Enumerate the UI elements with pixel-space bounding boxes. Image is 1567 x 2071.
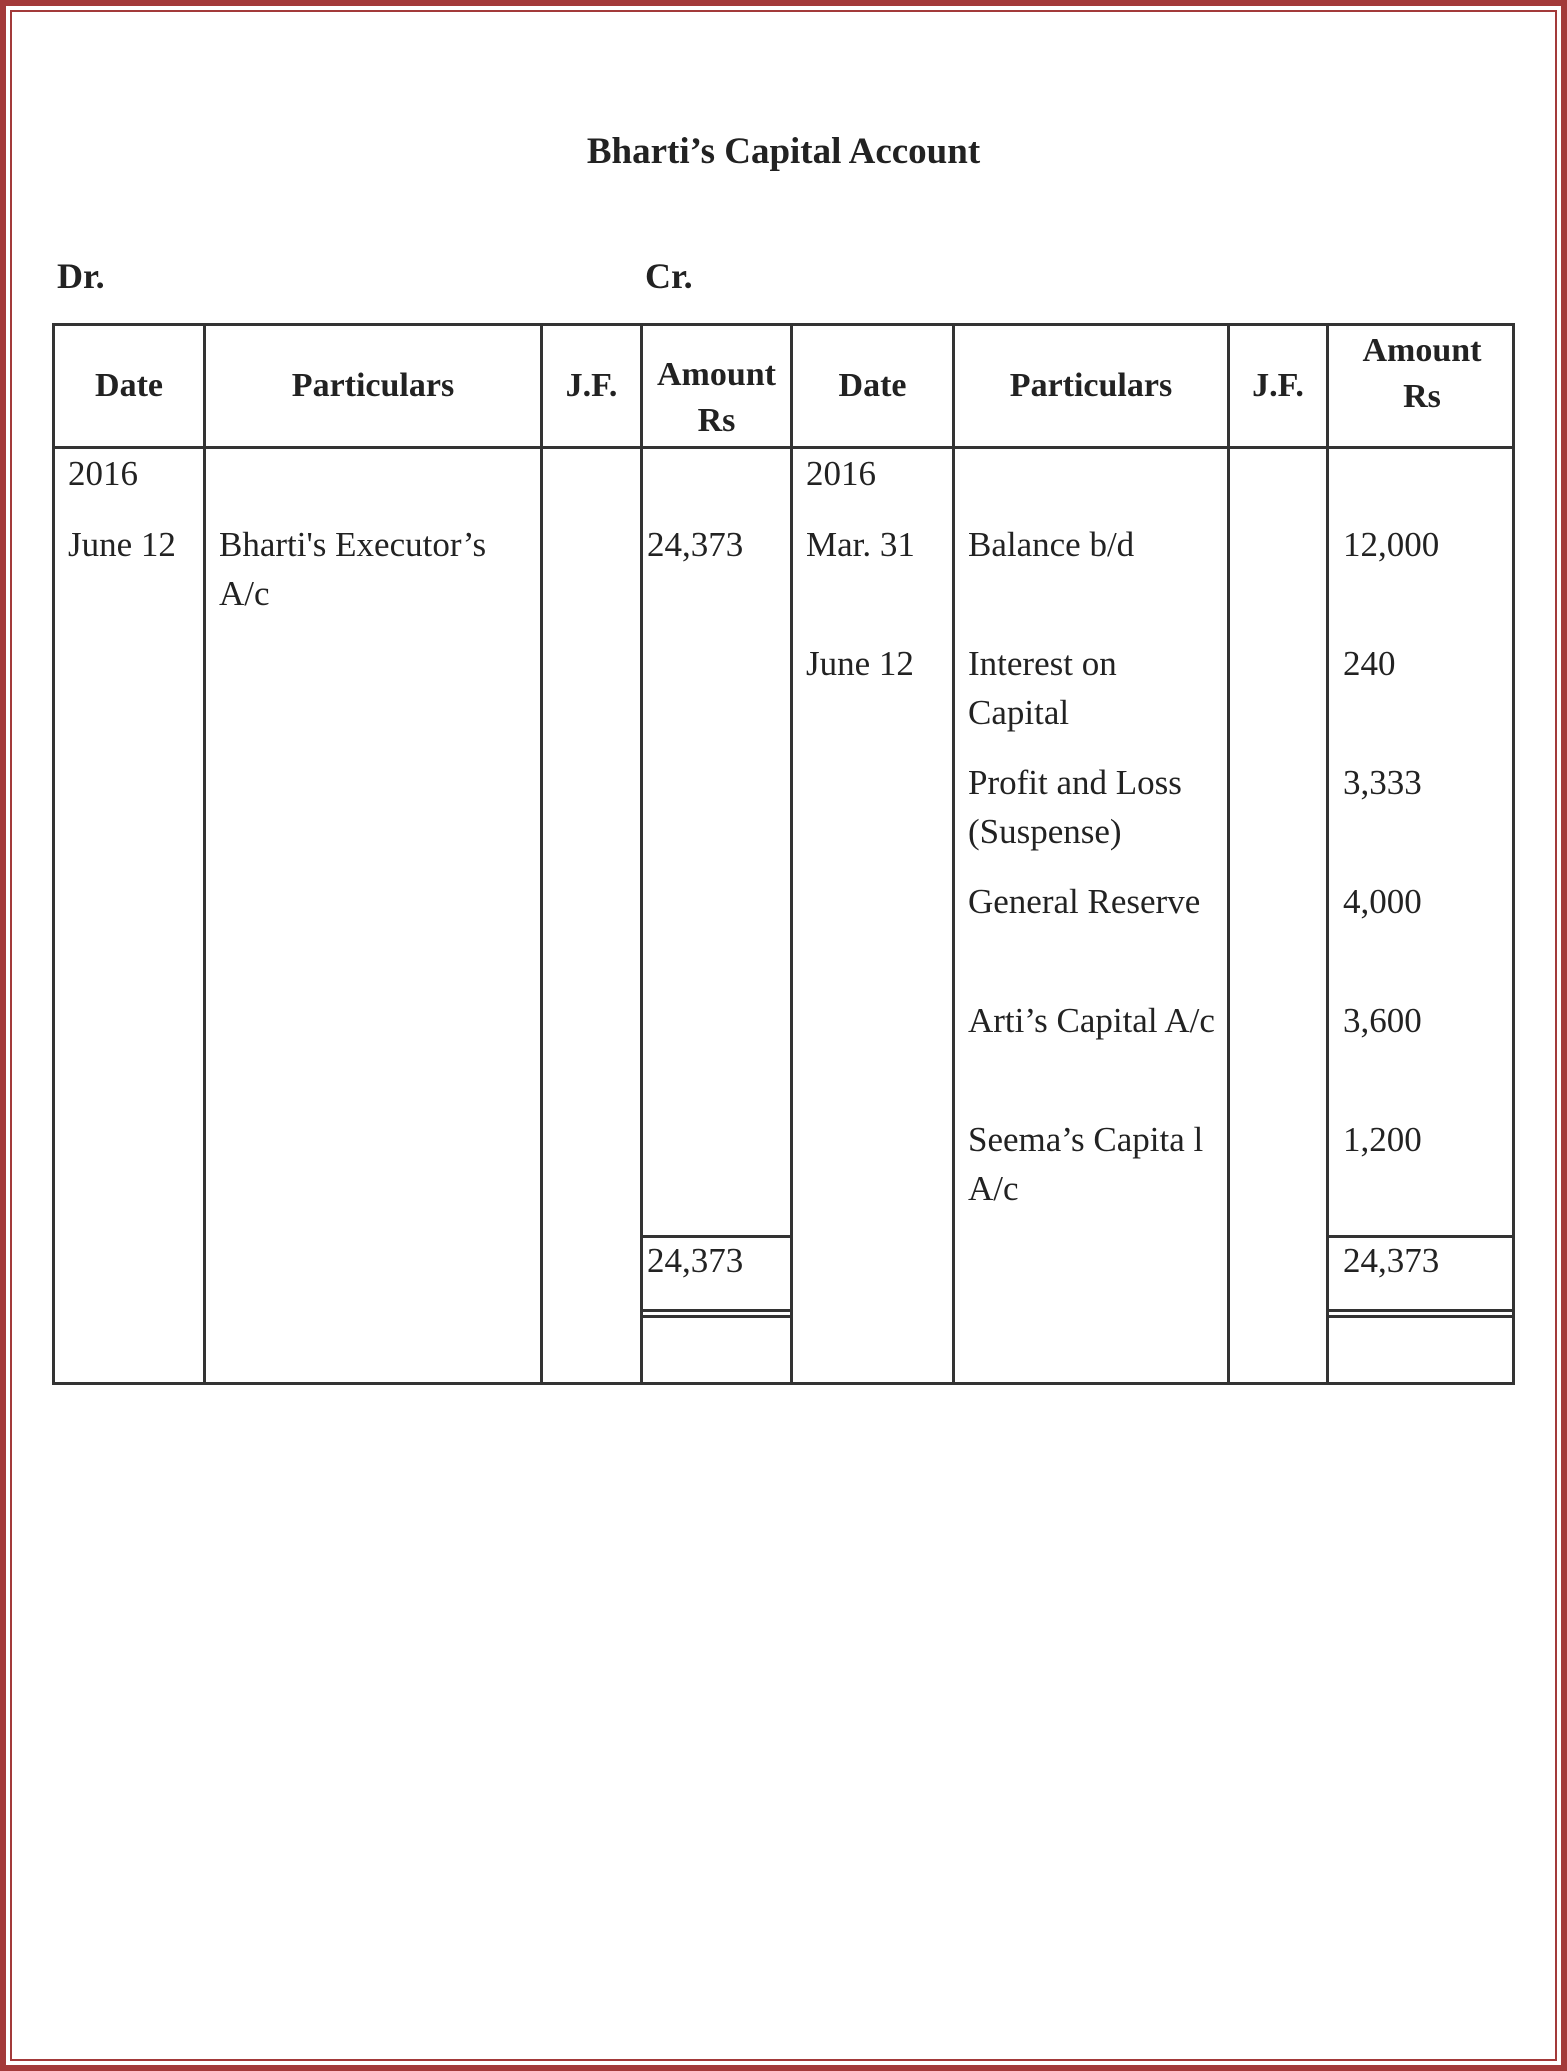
credit-amount-header-line2: Rs — [1403, 378, 1441, 415]
credit-double-rule — [1327, 1309, 1515, 1312]
ledger-table — [52, 323, 1515, 1385]
debit-jf-header: J.F. — [565, 367, 618, 404]
credit-amount-header — [1329, 326, 1515, 446]
credit-date-header: Date — [838, 367, 907, 404]
col-rule — [540, 326, 543, 1382]
credit-entry-amount: 12,000 — [1343, 525, 1440, 564]
debit-amount-header — [643, 326, 790, 446]
credit-entry-particulars: Profit and Loss (Suspense) — [968, 763, 1182, 851]
header-rule — [55, 446, 1515, 449]
credit-entry-amount: 1,200 — [1343, 1120, 1422, 1159]
debit-total: 24,373 — [647, 1241, 744, 1280]
debit-date-header: Date — [95, 367, 163, 404]
debit-double-rule — [641, 1309, 792, 1312]
debit-amount-header-line1: Amount — [656, 356, 777, 393]
credit-total: 24,373 — [1343, 1241, 1440, 1280]
account-title: Bharti’s Capital Account — [586, 131, 981, 172]
col-rule — [640, 326, 643, 1382]
debit-entry-particulars: Bharti's Executor’s A/c — [219, 525, 487, 613]
credit-year: 2016 — [806, 454, 876, 493]
credit-entry-date: June 12 — [806, 644, 914, 683]
debit-entry-date: June 12 — [68, 525, 176, 564]
debit-double-rule — [641, 1315, 792, 1318]
debit-year: 2016 — [68, 454, 138, 493]
credit-particulars-header: Particulars — [1009, 367, 1173, 404]
debit-amount-header-line2: Rs — [697, 402, 736, 439]
credit-entry-amount: 3,600 — [1343, 1001, 1422, 1040]
col-rule — [952, 326, 955, 1382]
credit-entry-particulars: Seema’s Capita l A/c — [968, 1120, 1204, 1208]
credit-jf-header: J.F. — [1252, 367, 1304, 404]
col-rule — [203, 326, 206, 1382]
credit-double-rule — [1327, 1315, 1515, 1318]
credit-entry-particulars: Arti’s Capital A/c — [968, 1001, 1215, 1040]
col-rule — [1326, 326, 1329, 1382]
credit-entry-amount: 3,333 — [1343, 763, 1422, 802]
credit-amount-header-line1: Amount — [1362, 332, 1482, 369]
debit-label: Dr. — [57, 256, 105, 296]
debit-entry-amount: 24,373 — [647, 525, 744, 564]
credit-entry-amount: 240 — [1343, 644, 1396, 683]
side-divider — [790, 326, 793, 1382]
credit-entry-date: Mar. 31 — [806, 525, 915, 564]
credit-label: Cr. — [645, 256, 693, 296]
debit-particulars-header: Particulars — [291, 367, 455, 404]
credit-entry-amount: 4,000 — [1343, 882, 1422, 921]
credit-entry-particulars: Interest on Capital — [968, 644, 1117, 732]
credit-entry-particulars: Balance b/d — [968, 525, 1135, 564]
col-rule — [1227, 326, 1230, 1382]
credit-entry-particulars: General Reserve — [968, 882, 1201, 921]
